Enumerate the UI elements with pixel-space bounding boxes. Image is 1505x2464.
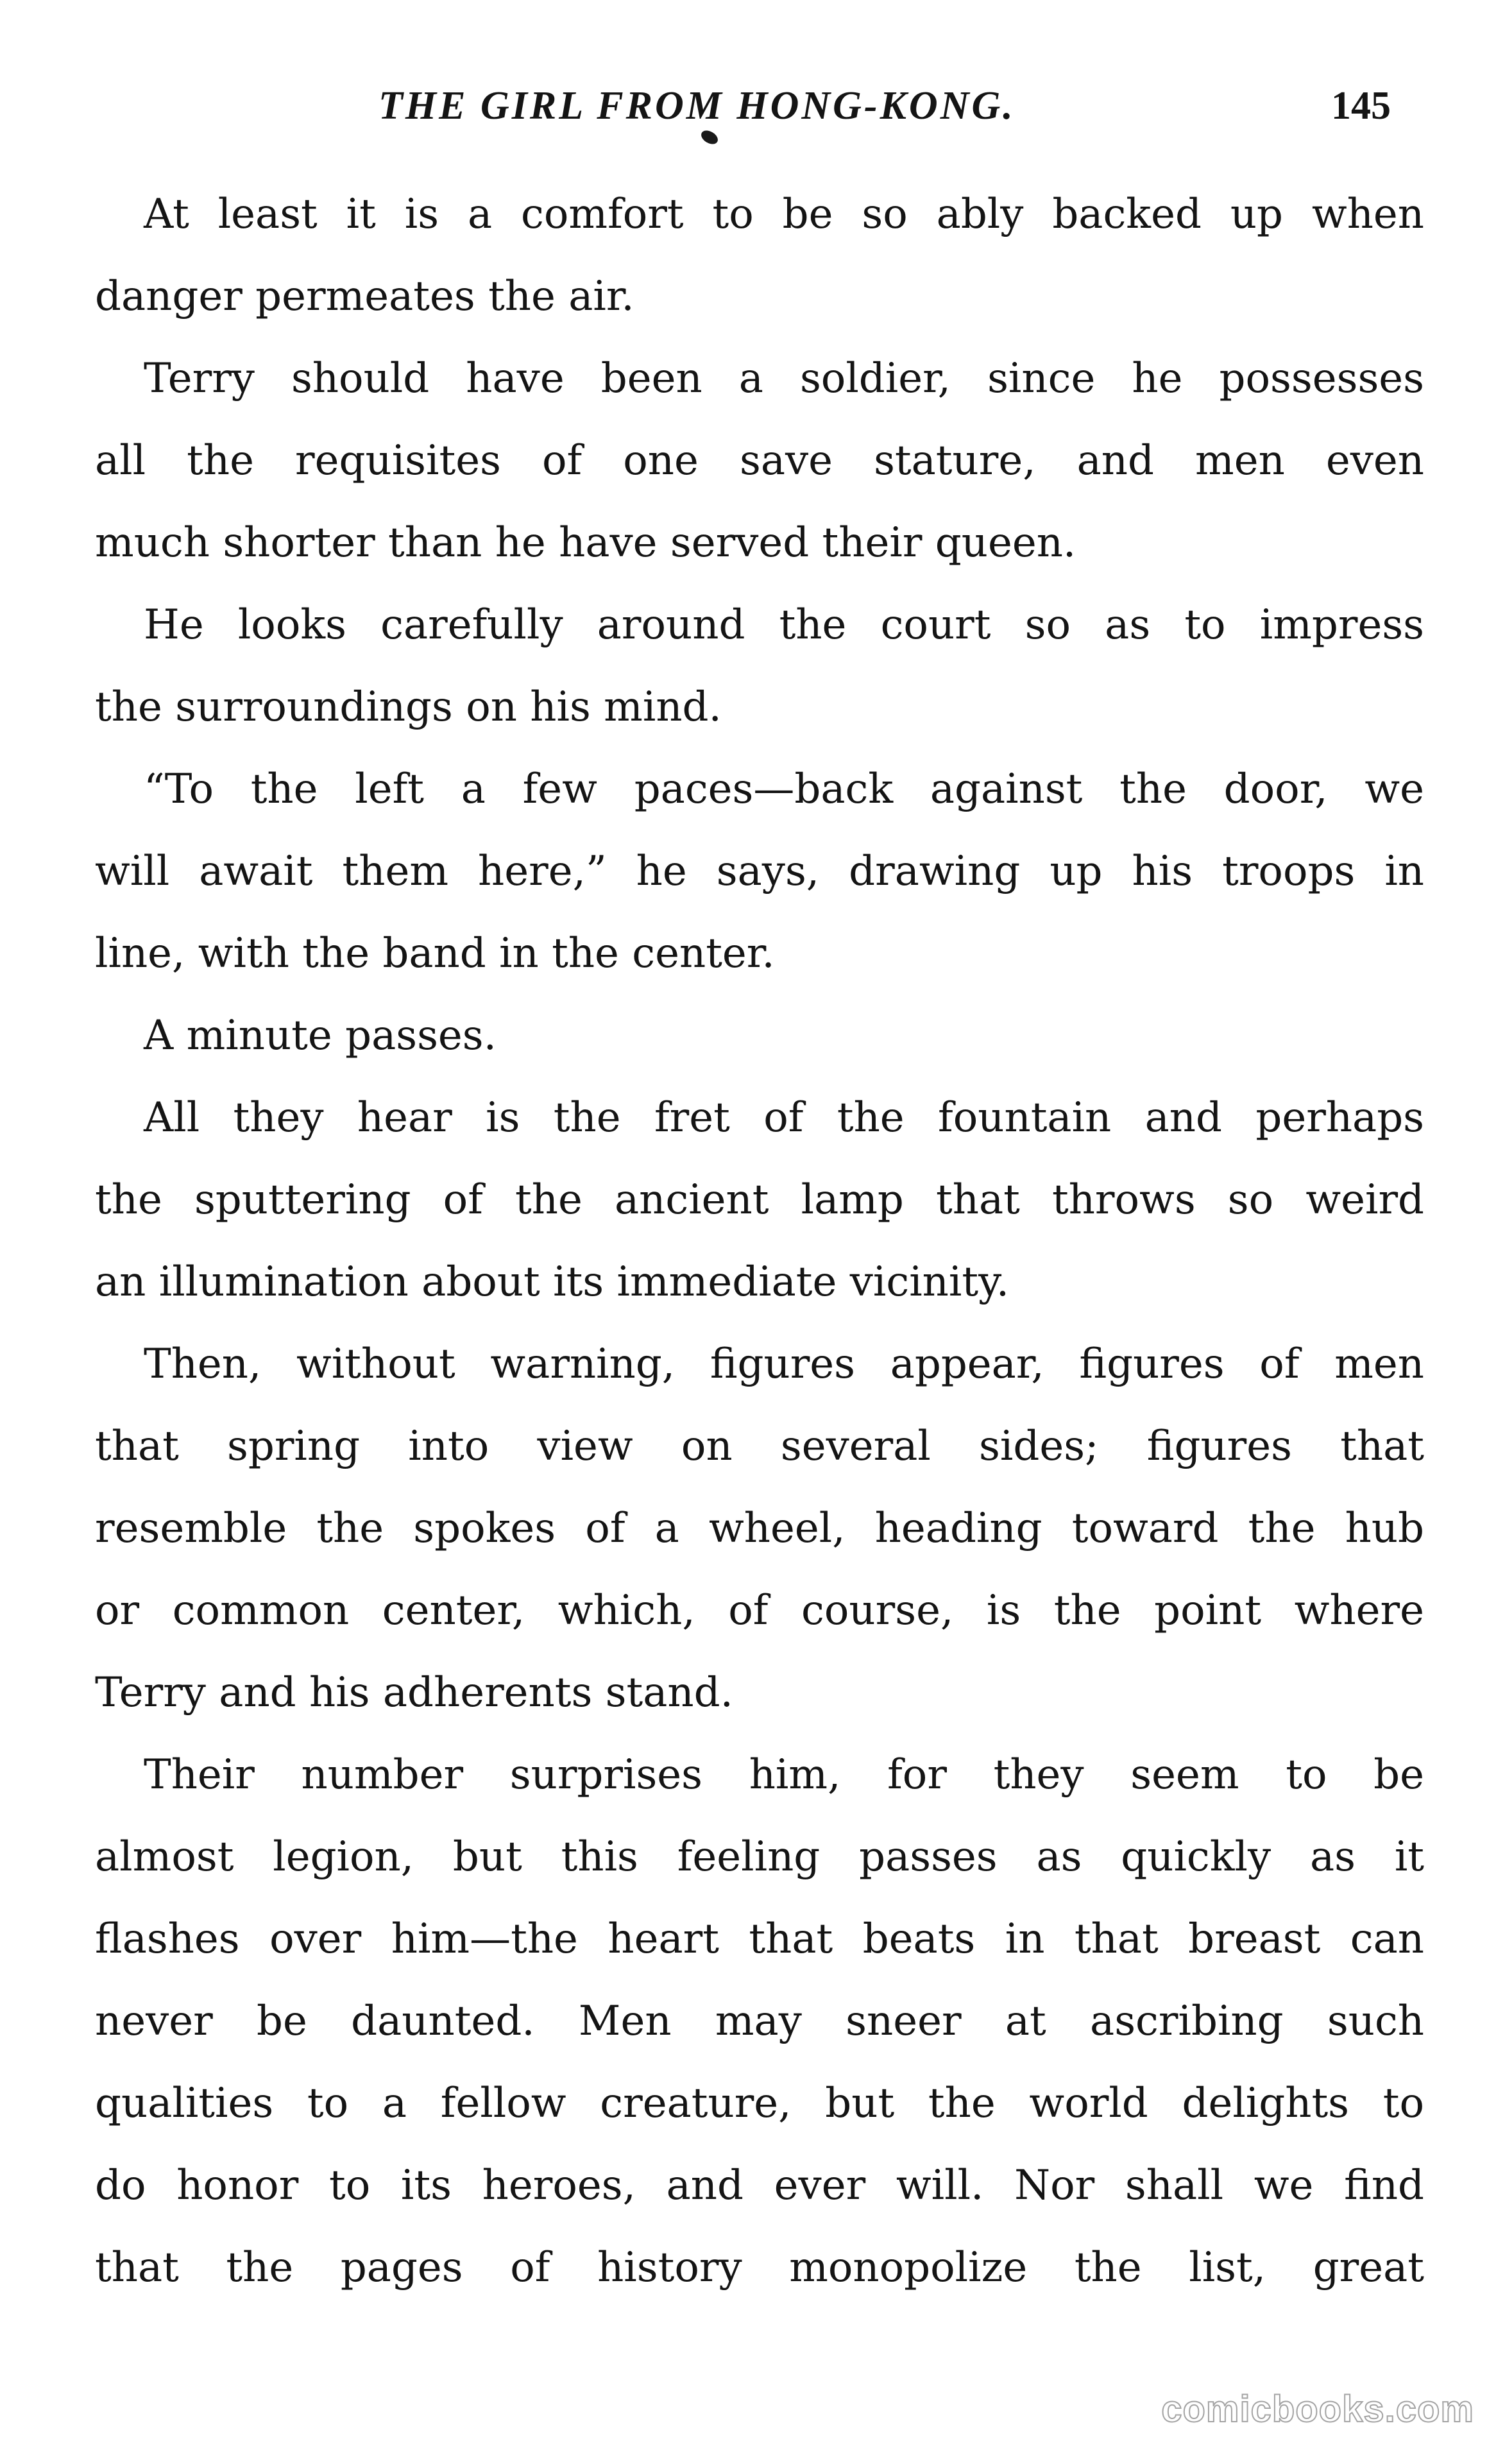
text-line: All they hear is the fret of the fountain and perhaps: [144, 1094, 1424, 1142]
text-line: danger permeates the air.: [95, 273, 634, 320]
text-line: Their number surprises him, for they seem to be: [144, 1751, 1424, 1799]
running-title: THE GIRL FROM HONG-KONG.: [378, 84, 1016, 128]
text-line: At least it is a comfort to be so ably backed up when: [144, 191, 1424, 238]
text-line: Terry and his adherents stand.: [95, 1669, 733, 1716]
text-line: the surroundings on his mind.: [95, 683, 722, 731]
text-line: Terry should have been a soldier, since he possesses: [144, 355, 1424, 402]
text-line: an illumination about its immediate vicinity.: [95, 1258, 1010, 1306]
text-line: line, with the band in the center.: [95, 930, 775, 977]
text-line: much shorter than he have served their queen.: [95, 519, 1076, 567]
text-line: all the requisites of one save stature, and men even: [95, 437, 1424, 484]
text-line: the sputtering of the ancient lamp that throws so weird: [95, 1176, 1424, 1224]
text-line: never be daunted. Men may sneer at ascribing such: [95, 1998, 1424, 2045]
watermark: comicbooks.com: [1161, 2388, 1474, 2430]
text-line: He looks carefully around the court so as to impress: [144, 601, 1424, 649]
running-head: [0, 80, 1505, 132]
text-line: that the pages of history monopolize the list, great: [95, 2244, 1424, 2291]
page-number: 145: [1331, 84, 1391, 128]
text-line: Then, without warning, figures appear, figures of men: [144, 1340, 1424, 1388]
text-line: or common center, which, of course, is the point where: [95, 1587, 1424, 1634]
text-line: flashes over him—the heart that beats in that breast can: [95, 1915, 1424, 1963]
text-line: resemble the spokes of a wheel, heading toward the hub: [95, 1505, 1424, 1552]
text-line: will await them here,” he says, drawing up his troops in: [95, 848, 1424, 895]
text-line: “To the left a few paces—back against the door, we: [144, 766, 1424, 813]
text-line: that spring into view on several sides; figures that: [95, 1423, 1424, 1470]
text-line: do honor to its heroes, and ever will. Nor shall we find: [95, 2162, 1424, 2209]
body-text: [95, 173, 1424, 2309]
text-line: almost legion, but this feeling passes as quickly as it: [95, 1833, 1424, 1881]
text-line: qualities to a fellow creature, but the world delights to: [95, 2080, 1424, 2127]
text-line: A minute passes.: [144, 1012, 497, 1059]
